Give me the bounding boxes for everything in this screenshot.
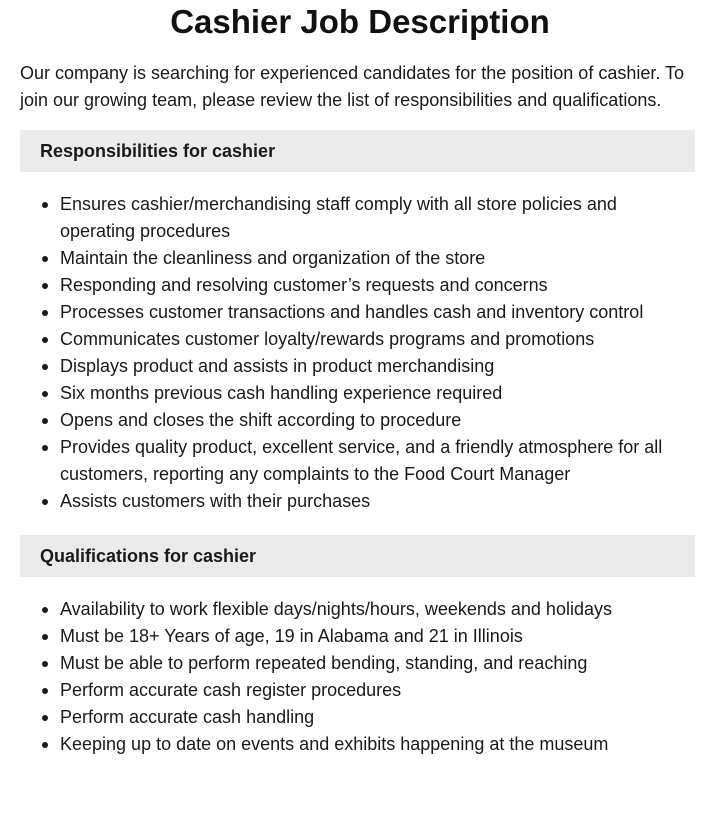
list-item: Six months previous cash handling experience required xyxy=(60,380,690,407)
list-item: Processes customer transactions and handles cash and inventory control xyxy=(60,299,690,326)
list-item: Maintain the cleanliness and organization of the store xyxy=(60,245,690,272)
qualifications-heading: Qualifications for cashier xyxy=(20,535,695,577)
list-item: Ensures cashier/merchandising staff comply with all store policies and operating procedures xyxy=(60,191,690,245)
responsibilities-list xyxy=(0,191,720,515)
list-item: Displays product and assists in product merchandising xyxy=(60,353,690,380)
list-item: Perform accurate cash register procedures xyxy=(60,677,690,704)
list-item: Communicates customer loyalty/rewards programs and promotions xyxy=(60,326,690,353)
list-item: Opens and closes the shift according to procedure xyxy=(60,407,690,434)
responsibilities-heading: Responsibilities for cashier xyxy=(20,130,695,172)
list-item: Keeping up to date on events and exhibits happening at the museum xyxy=(60,731,690,758)
list-item: Must be able to perform repeated bending, standing, and reaching xyxy=(60,650,690,677)
list-item: Availability to work flexible days/nights/hours, weekends and holidays xyxy=(60,596,690,623)
list-item: Must be 18+ Years of age, 19 in Alabama and 21 in Illinois xyxy=(60,623,690,650)
intro-paragraph: Our company is searching for experienced candidates for the position of cashier. To join our growing team, please review the list of responsibilities and qualifications. xyxy=(20,63,685,110)
page-title: Cashier Job Description xyxy=(170,3,550,40)
list-item: Perform accurate cash handling xyxy=(60,704,690,731)
list-item: Responding and resolving customer’s requests and concerns xyxy=(60,272,690,299)
qualifications-list xyxy=(0,596,720,758)
list-item: Provides quality product, excellent service, and a friendly atmosphere for all customers, reporting any complaints to the Food Court Manager xyxy=(60,434,690,488)
list-item: Assists customers with their purchases xyxy=(60,488,690,515)
